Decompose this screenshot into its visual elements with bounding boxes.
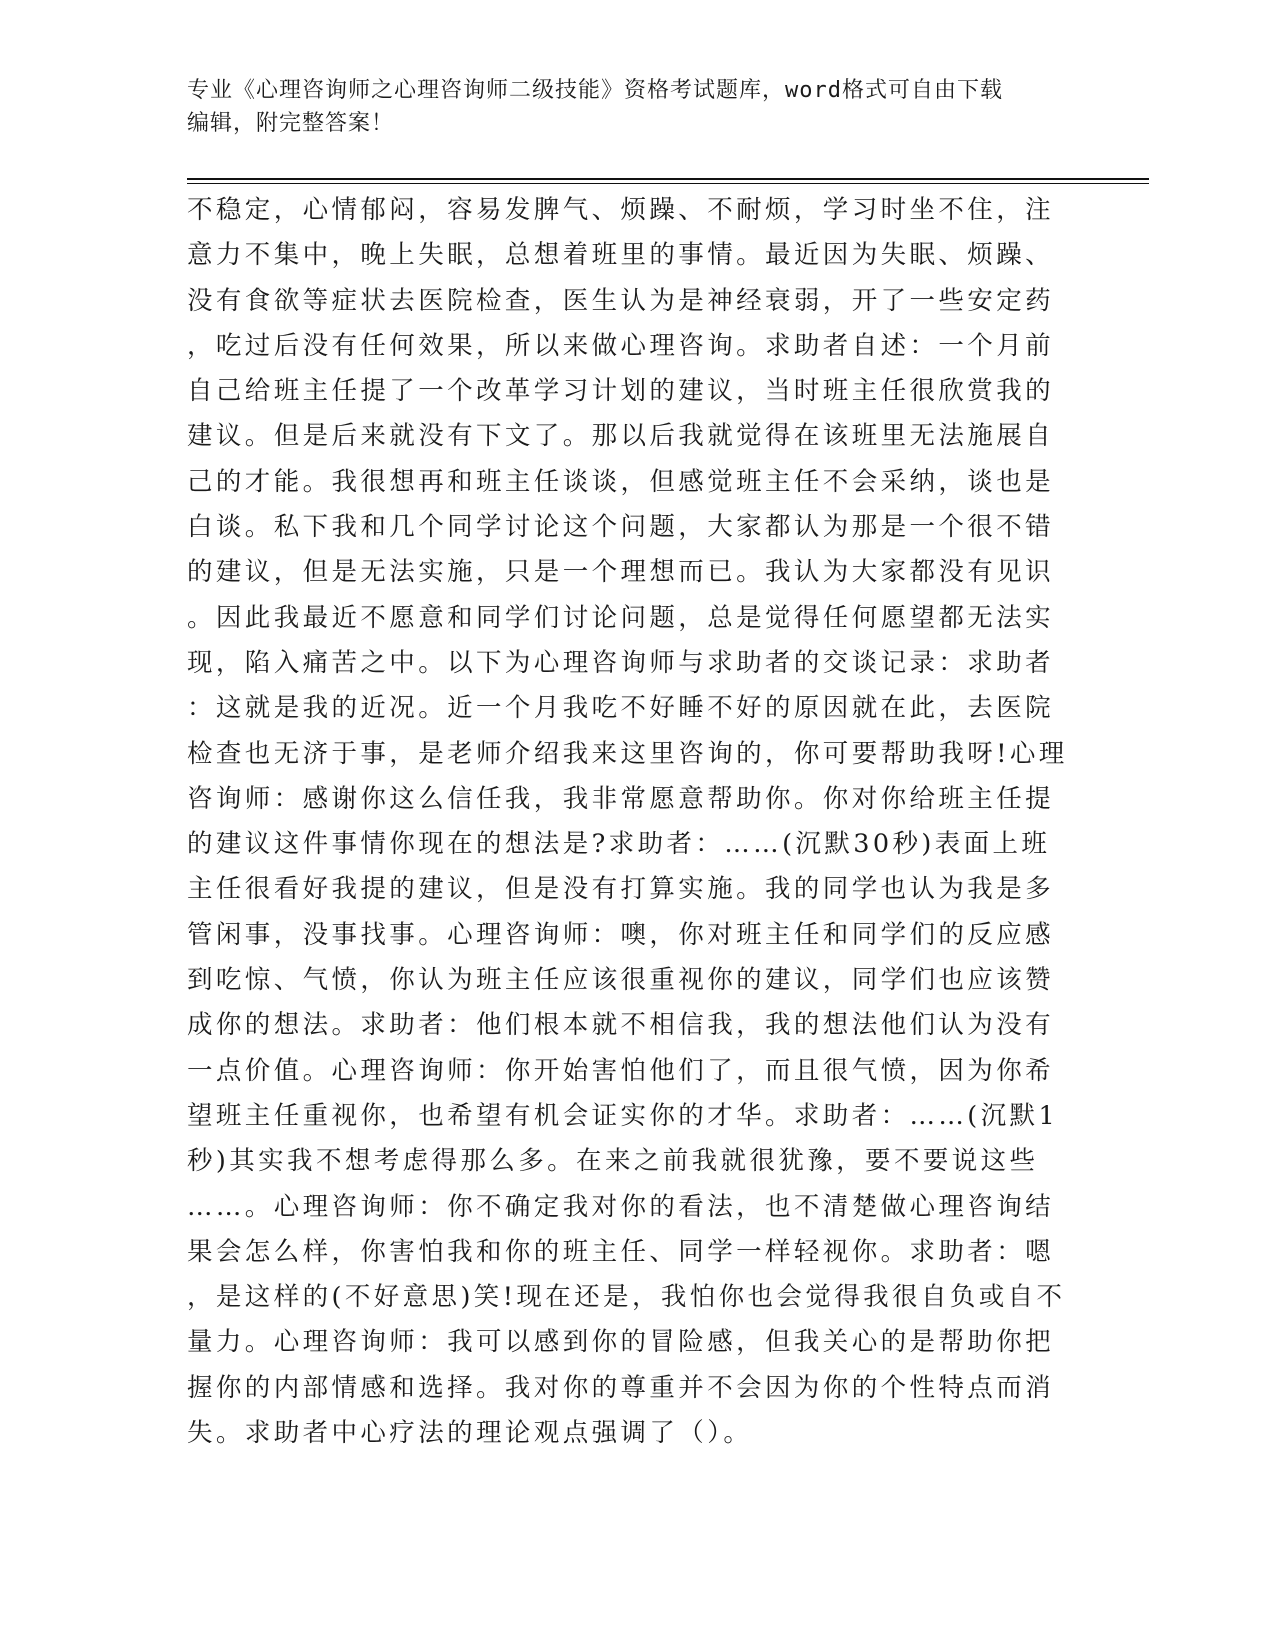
body-line: 秒)其实我不想考虑得那么多。在来之前我就很犹豫，要不要说这些	[187, 1146, 1039, 1177]
body-line: 望班主任重视你，也希望有机会证实你的才华。求助者：……(沉默1	[187, 1100, 1059, 1131]
question-body	[187, 188, 1067, 1456]
body-line: 到吃惊、气愤，你认为班主任应该很重视你的建议，同学们也应该赞	[187, 965, 1055, 996]
body-line: 不稳定，心情郁闷，容易发脾气、烦躁、不耐烦，学习时坐不住，注	[187, 195, 1055, 225]
header-divider-thin	[187, 183, 1149, 184]
document-header	[187, 74, 1067, 140]
body-line: ……。心理咨询师：你不确定我对你的看法，也不清楚做心理咨询结	[187, 1191, 1055, 1222]
body-line: 的建议，但是无法实施，只是一个理想而已。我认为大家都没有见识	[187, 557, 1055, 588]
body-line: 现，陷入痛苦之中。以下为心理咨询师与求助者的交谈记录：求助者	[187, 647, 1055, 678]
body-line: ：这就是我的近况。近一个月我吃不好睡不好的原因就在此，去医院	[187, 693, 1055, 724]
header-line-1: 专业《心理咨询师之心理咨询师二级技能》资格考试题库，word格式可自由下载	[187, 78, 1003, 103]
body-line: 己的才能。我很想再和班主任谈谈，但感觉班主任不会采纳，谈也是	[187, 466, 1055, 497]
body-line: 成你的想法。求助者：他们根本就不相信我，我的想法他们认为没有	[187, 1010, 1055, 1041]
body-line: 意力不集中，晚上失眠，总想着班里的事情。最近因为失眠、烦躁、	[187, 240, 1055, 271]
header-divider-thick	[187, 178, 1149, 180]
body-line: ，吃过后没有任何效果，所以来做心理咨询。求助者自述：一个月前	[187, 330, 1055, 361]
body-line: 自己给班主任提了一个改革学习计划的建议，当时班主任很欣赏我的	[187, 376, 1055, 407]
body-line: 白谈。私下我和几个同学讨论这个问题，大家都认为那是一个很不错	[187, 512, 1055, 543]
body-line: 量力。心理咨询师：我可以感到你的冒险感，但我关心的是帮助你把	[187, 1327, 1055, 1358]
body-line: 。因此我最近不愿意和同学们讨论问题，总是觉得任何愿望都无法实	[187, 602, 1055, 633]
body-line: 咨询师：感谢你这么信任我，我非常愿意帮助你。你对你给班主任提	[187, 783, 1055, 814]
header-line-2: 编辑，附完整答案！	[187, 111, 395, 136]
body-line: ，是这样的(不好意思)笑!现在还是，我怕你也会觉得我很自负或自不	[187, 1282, 1066, 1313]
body-line: 握你的内部情感和选择。我对你的尊重并不会因为你的个性特点而消	[187, 1372, 1055, 1403]
body-line: 果会怎么样，你害怕我和你的班主任、同学一样轻视你。求助者：嗯	[187, 1236, 1055, 1267]
body-line: 建议。但是后来就没有下文了。那以后我就觉得在该班里无法施展自	[187, 421, 1055, 452]
body-line: 没有食欲等症状去医院检查，医生认为是神经衰弱，开了一些安定药	[187, 285, 1055, 316]
body-line: 的建议这件事情你现在的想法是?求助者：……(沉默30秒)表面上班	[187, 829, 1051, 860]
body-line: 管闲事，没事找事。心理咨询师：噢，你对班主任和同学们的反应感	[187, 919, 1055, 950]
body-line: 主任很看好我提的建议，但是没有打算实施。我的同学也认为我是多	[187, 874, 1055, 905]
body-line: 失。求助者中心疗法的理论观点强调了（）。	[187, 1418, 753, 1449]
body-line: 一点价值。心理咨询师：你开始害怕他们了，而且很气愤，因为你希	[187, 1055, 1055, 1086]
body-line: 检查也无济于事，是老师介绍我来这里咨询的，你可要帮助我呀!心理	[187, 738, 1068, 769]
